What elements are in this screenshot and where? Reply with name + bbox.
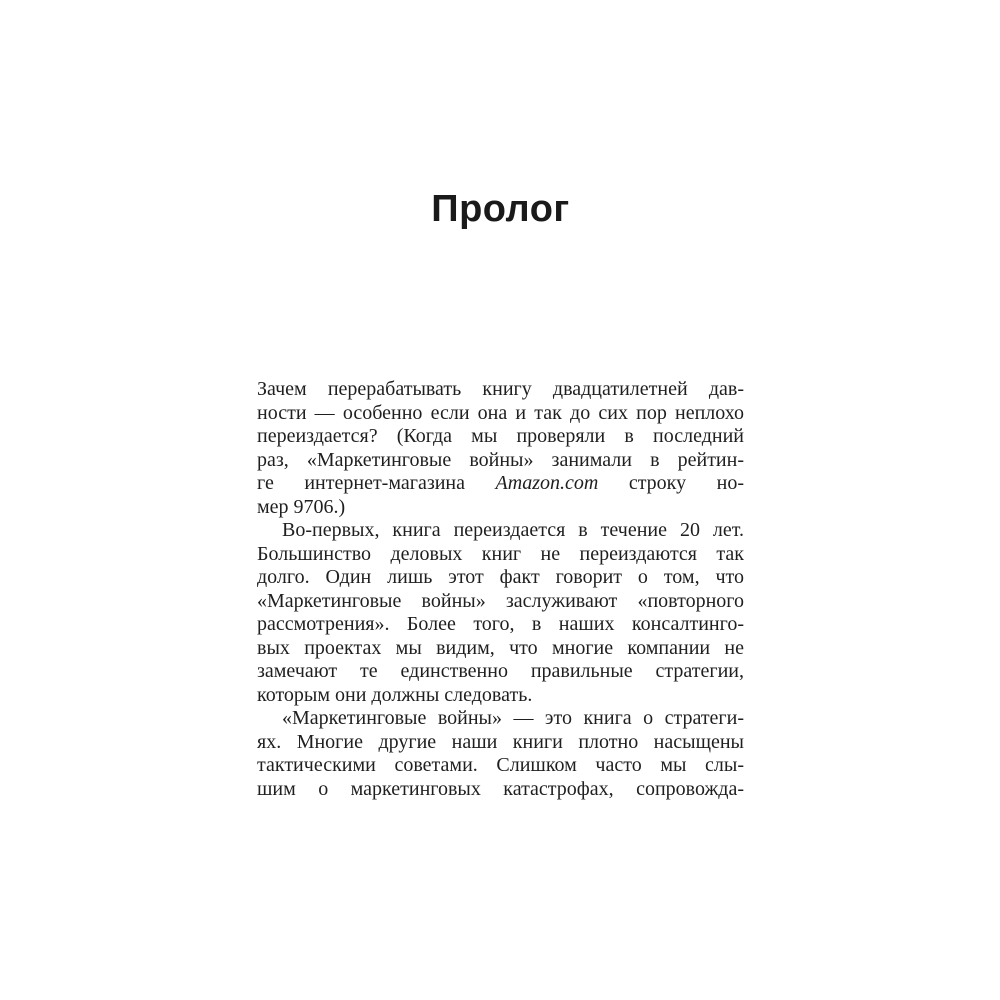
paragraph-3: [257, 707, 744, 801]
text-line: замечают те единственно правильные стратегии,: [257, 660, 744, 682]
text-line: «Маркетинговые войны» заслуживают «повторного: [257, 589, 744, 612]
text-line: ях. Многие другие наши книги плотно насыщены: [257, 730, 744, 753]
text-segment: строку но-: [598, 472, 744, 494]
chapter-title: Пролог: [431, 188, 570, 230]
text-line-mixed: [257, 472, 744, 496]
text-line: рассмотрения». Более того, в наших консалтинго-: [257, 613, 744, 635]
text-line: Большинство деловых книг не переиздаются так: [257, 542, 744, 565]
text-line: Зачем перерабатывать книгу двадцатилетней дав-: [257, 378, 744, 400]
paragraph-1: [257, 378, 744, 519]
text-line: Во-первых, книга переиздается в течение 20 лет.: [282, 519, 744, 541]
text-line: которым они должны следовать.: [257, 683, 533, 706]
amazon-italic-text: Amazon.com: [495, 472, 599, 494]
text-segment: ге интернет-магазина: [257, 472, 496, 494]
text-line: раз, «Маркетинговые войны» занимали в рейтин-: [257, 448, 744, 471]
text-line: шим о маркетинговых катастрофах, сопровожда-: [257, 777, 744, 800]
text-line: мер 9706.): [257, 495, 346, 518]
text-line: переиздается? (Когда мы проверяли в последний: [257, 425, 744, 447]
text-line: «Маркетинговые войны» — это книга о стратеги-: [282, 707, 744, 729]
text-line: долго. Один лишь этот факт говорит о том, что: [257, 566, 744, 588]
body-text: [257, 378, 744, 801]
paragraph-2: [257, 519, 744, 707]
text-line: тактическими советами. Слишком часто мы слы-: [257, 754, 744, 776]
text-line: ности — особенно если она и так до сих пор неплохо: [257, 401, 744, 424]
text-line: вых проектах мы видим, что многие компании не: [257, 636, 744, 659]
